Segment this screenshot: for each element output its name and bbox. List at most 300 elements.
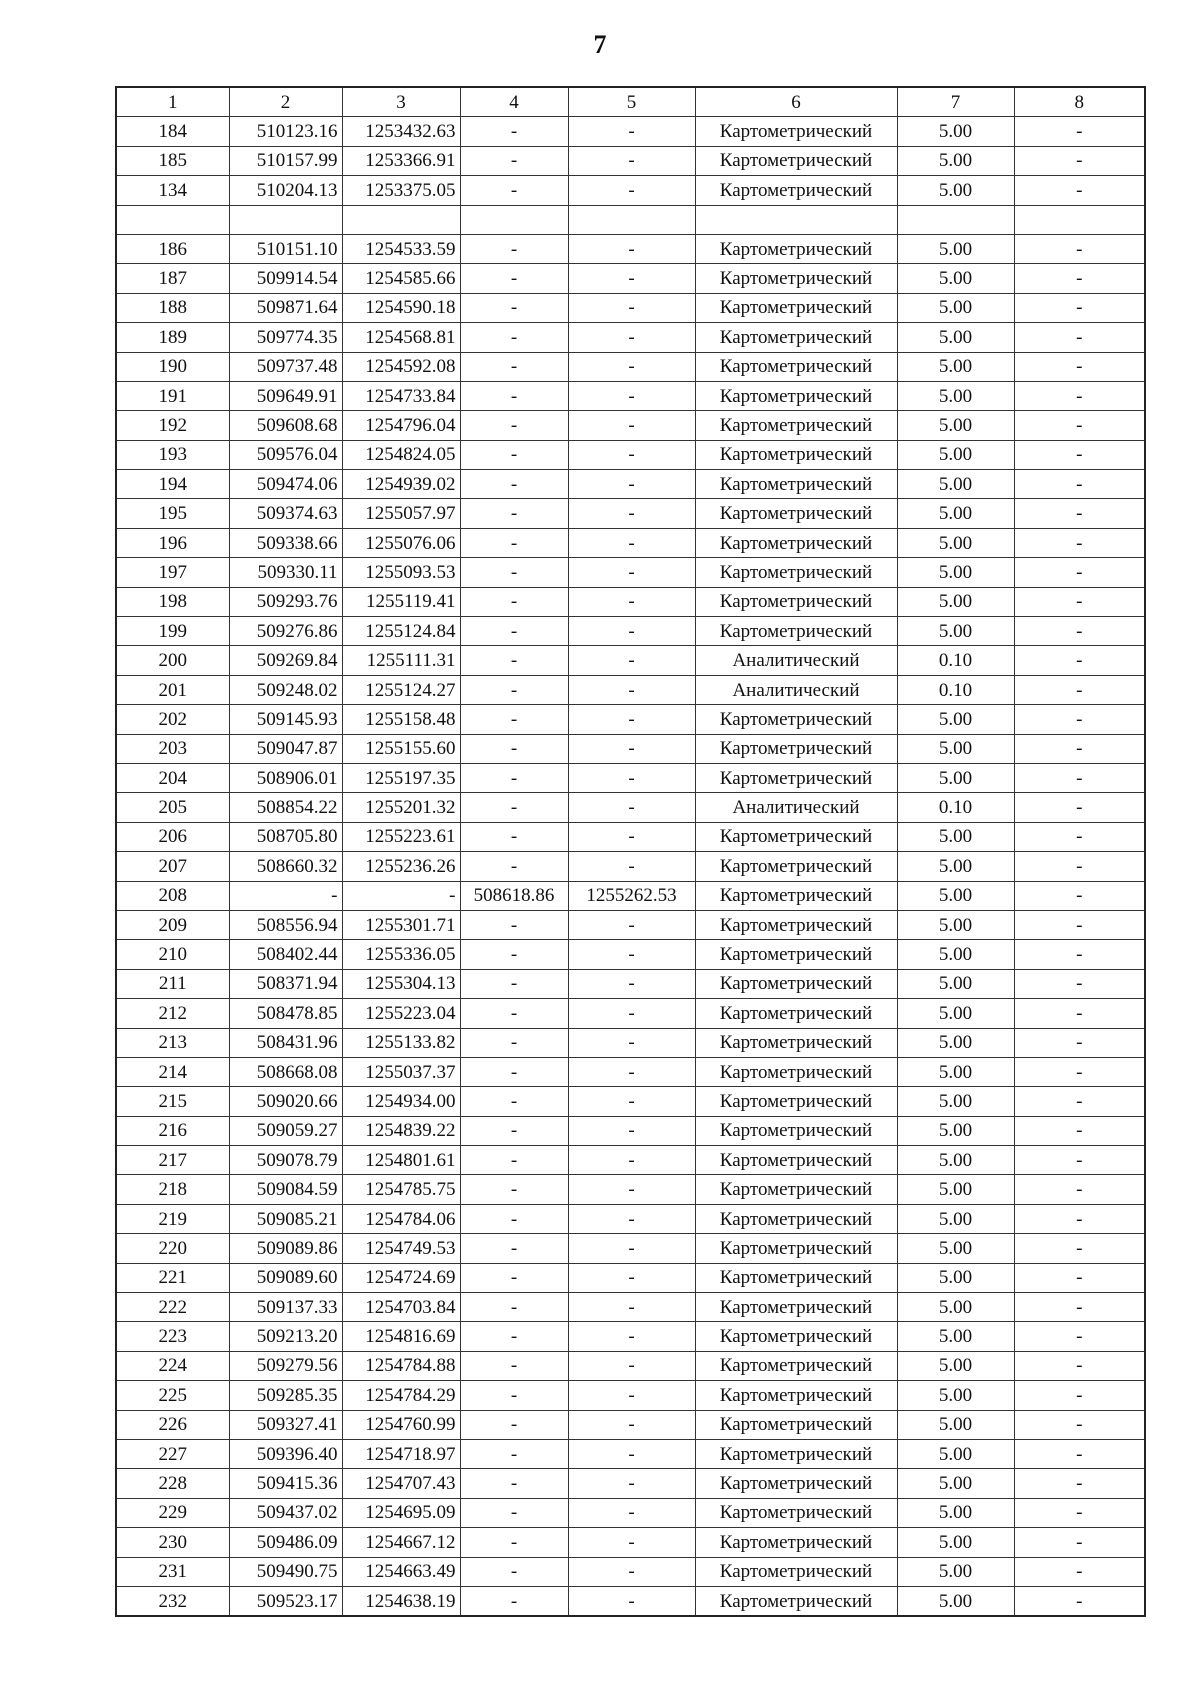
cell-x-coordinate: 509276.86 — [229, 617, 342, 646]
cell-note: - — [1014, 470, 1145, 499]
cell-point-number: 208 — [116, 881, 229, 910]
cell-y-coordinate-alt: - — [568, 1146, 695, 1175]
cell-method: Аналитический — [695, 675, 897, 704]
cell-accuracy: 5.00 — [897, 705, 1014, 734]
cell-note: - — [1014, 1381, 1145, 1410]
cell-accuracy: 5.00 — [897, 1204, 1014, 1233]
cell-x-coordinate-alt: - — [460, 1498, 568, 1527]
cell-y-coordinate: 1255301.71 — [342, 910, 460, 939]
cell-note: - — [1014, 440, 1145, 469]
cell-method: Картометрический — [695, 440, 897, 469]
cell-y-coordinate-alt: 1255262.53 — [568, 881, 695, 910]
cell-method: Картометрический — [695, 1028, 897, 1057]
cell-note: - — [1014, 763, 1145, 792]
cell-x-coordinate-alt: - — [460, 117, 568, 146]
cell-accuracy: 5.00 — [897, 470, 1014, 499]
cell-accuracy: 5.00 — [897, 1351, 1014, 1380]
cell-note: - — [1014, 264, 1145, 293]
cell-x-coordinate-alt: - — [460, 646, 568, 675]
cell-point-number: 192 — [116, 411, 229, 440]
cell-point-number: 230 — [116, 1528, 229, 1557]
cell-y-coordinate: 1255197.35 — [342, 763, 460, 792]
cell-x-coordinate-alt: - — [460, 1528, 568, 1557]
cell-x-coordinate: 509396.40 — [229, 1439, 342, 1468]
cell-note: - — [1014, 646, 1145, 675]
cell-accuracy: 5.00 — [897, 910, 1014, 939]
cell-note: - — [1014, 1175, 1145, 1204]
cell-x-coordinate-alt: - — [460, 852, 568, 881]
cell-y-coordinate: 1255119.41 — [342, 587, 460, 616]
cell-x-coordinate-alt: - — [460, 1087, 568, 1116]
cell-accuracy: 5.00 — [897, 117, 1014, 146]
cell-y-coordinate: 1254785.75 — [342, 1175, 460, 1204]
cell-x-coordinate: 509020.66 — [229, 1087, 342, 1116]
table-row — [116, 1087, 1145, 1116]
cell-point-number: 206 — [116, 822, 229, 851]
cell-point-number: 211 — [116, 969, 229, 998]
cell-x-coordinate-alt: - — [460, 705, 568, 734]
cell-x-coordinate: 509871.64 — [229, 293, 342, 322]
cell-note: - — [1014, 1557, 1145, 1586]
cell-accuracy: 5.00 — [897, 763, 1014, 792]
cell-x-coordinate: 509914.54 — [229, 264, 342, 293]
cell-method: Картометрический — [695, 293, 897, 322]
cell-x-coordinate-alt: 508618.86 — [460, 881, 568, 910]
cell-x-coordinate: 509474.06 — [229, 470, 342, 499]
table-row — [116, 1469, 1145, 1498]
cell-y-coordinate: 1255133.82 — [342, 1028, 460, 1057]
cell-y-coordinate-alt: - — [568, 1439, 695, 1468]
cell-note: - — [1014, 1293, 1145, 1322]
cell-method: Картометрический — [695, 1116, 897, 1145]
cell-method: Картометрический — [695, 1528, 897, 1557]
cell-accuracy: 5.00 — [897, 1028, 1014, 1057]
cell-point-number — [116, 205, 229, 234]
cell-x-coordinate: 510157.99 — [229, 146, 342, 175]
cell-point-number: 214 — [116, 1057, 229, 1086]
cell-y-coordinate: 1255093.53 — [342, 558, 460, 587]
cell-x-coordinate-alt: - — [460, 1057, 568, 1086]
cell-y-coordinate-alt: - — [568, 822, 695, 851]
cell-point-number: 185 — [116, 146, 229, 175]
cell-method: Картометрический — [695, 1586, 897, 1616]
header-col-7: 7 — [897, 87, 1014, 117]
cell-accuracy: 5.00 — [897, 999, 1014, 1028]
table-row — [116, 1293, 1145, 1322]
cell-accuracy: 5.00 — [897, 1528, 1014, 1557]
cell-accuracy: 5.00 — [897, 1175, 1014, 1204]
cell-y-coordinate-alt: - — [568, 675, 695, 704]
cell-point-number: 200 — [116, 646, 229, 675]
cell-y-coordinate: 1255124.27 — [342, 675, 460, 704]
cell-y-coordinate: 1254733.84 — [342, 381, 460, 410]
table-row — [116, 117, 1145, 146]
cell-x-coordinate-alt — [460, 205, 568, 234]
cell-accuracy: 5.00 — [897, 1293, 1014, 1322]
cell-x-coordinate-alt: - — [460, 1381, 568, 1410]
cell-x-coordinate: 508854.22 — [229, 793, 342, 822]
cell-point-number: 184 — [116, 117, 229, 146]
table-row — [116, 234, 1145, 263]
header-col-1: 1 — [116, 87, 229, 117]
cell-y-coordinate: 1254707.43 — [342, 1469, 460, 1498]
cell-accuracy: 5.00 — [897, 323, 1014, 352]
cell-y-coordinate-alt: - — [568, 1557, 695, 1586]
cell-method: Картометрический — [695, 852, 897, 881]
cell-point-number: 203 — [116, 734, 229, 763]
cell-y-coordinate: 1255111.31 — [342, 646, 460, 675]
cell-y-coordinate-alt: - — [568, 587, 695, 616]
cell-point-number: 224 — [116, 1351, 229, 1380]
cell-x-coordinate-alt: - — [460, 1116, 568, 1145]
cell-note: - — [1014, 293, 1145, 322]
table-row — [116, 675, 1145, 704]
cell-x-coordinate: 509089.86 — [229, 1234, 342, 1263]
cell-y-coordinate-alt: - — [568, 440, 695, 469]
cell-method: Картометрический — [695, 1087, 897, 1116]
cell-note: - — [1014, 852, 1145, 881]
table-row — [116, 411, 1145, 440]
cell-x-coordinate-alt: - — [460, 763, 568, 792]
cell-method: Картометрический — [695, 558, 897, 587]
table-body — [116, 117, 1145, 1616]
cell-x-coordinate: 508660.32 — [229, 852, 342, 881]
header-col-4: 4 — [460, 87, 568, 117]
cell-method: Картометрический — [695, 1469, 897, 1498]
cell-note: - — [1014, 381, 1145, 410]
cell-note: - — [1014, 499, 1145, 528]
cell-accuracy: 0.10 — [897, 793, 1014, 822]
cell-method: Картометрический — [695, 1263, 897, 1292]
cell-note: - — [1014, 1351, 1145, 1380]
cell-y-coordinate-alt: - — [568, 1381, 695, 1410]
cell-y-coordinate: 1254703.84 — [342, 1293, 460, 1322]
cell-y-coordinate: 1253432.63 — [342, 117, 460, 146]
cell-y-coordinate-alt: - — [568, 793, 695, 822]
cell-x-coordinate: 509737.48 — [229, 352, 342, 381]
cell-method: Картометрический — [695, 705, 897, 734]
cell-x-coordinate: 509415.36 — [229, 1469, 342, 1498]
cell-y-coordinate-alt: - — [568, 1028, 695, 1057]
cell-y-coordinate-alt: - — [568, 117, 695, 146]
cell-x-coordinate-alt: - — [460, 470, 568, 499]
table-row — [116, 1234, 1145, 1263]
cell-x-coordinate-alt: - — [460, 969, 568, 998]
cell-accuracy: 5.00 — [897, 1469, 1014, 1498]
cell-point-number: 193 — [116, 440, 229, 469]
cell-x-coordinate-alt: - — [460, 146, 568, 175]
cell-x-coordinate: 509059.27 — [229, 1116, 342, 1145]
cell-x-coordinate-alt: - — [460, 617, 568, 646]
table-row — [116, 176, 1145, 205]
cell-y-coordinate: 1254760.99 — [342, 1410, 460, 1439]
cell-x-coordinate-alt: - — [460, 675, 568, 704]
cell-note: - — [1014, 793, 1145, 822]
table-row — [116, 587, 1145, 616]
cell-method: Картометрический — [695, 352, 897, 381]
cell-x-coordinate-alt: - — [460, 1351, 568, 1380]
cell-x-coordinate: 508402.44 — [229, 940, 342, 969]
cell-method: Картометрический — [695, 411, 897, 440]
cell-y-coordinate-alt: - — [568, 646, 695, 675]
cell-note — [1014, 205, 1145, 234]
cell-accuracy: 5.00 — [897, 264, 1014, 293]
cell-x-coordinate-alt: - — [460, 910, 568, 939]
cell-y-coordinate — [342, 205, 460, 234]
cell-y-coordinate-alt: - — [568, 470, 695, 499]
cell-y-coordinate: 1255158.48 — [342, 705, 460, 734]
cell-note: - — [1014, 1322, 1145, 1351]
cell-method: Картометрический — [695, 1439, 897, 1468]
cell-x-coordinate-alt: - — [460, 734, 568, 763]
cell-y-coordinate: 1255201.32 — [342, 793, 460, 822]
cell-accuracy: 5.00 — [897, 1381, 1014, 1410]
table-row — [116, 1116, 1145, 1145]
cell-y-coordinate-alt: - — [568, 1498, 695, 1527]
cell-y-coordinate-alt: - — [568, 528, 695, 557]
cell-method: Картометрический — [695, 1146, 897, 1175]
cell-x-coordinate — [229, 205, 342, 234]
cell-accuracy: 5.00 — [897, 411, 1014, 440]
cell-point-number: 188 — [116, 293, 229, 322]
cell-method: Картометрический — [695, 1293, 897, 1322]
cell-y-coordinate-alt: - — [568, 1116, 695, 1145]
header-col-2: 2 — [229, 87, 342, 117]
cell-x-coordinate: 509293.76 — [229, 587, 342, 616]
cell-accuracy: 5.00 — [897, 293, 1014, 322]
cell-x-coordinate-alt: - — [460, 234, 568, 263]
cell-note: - — [1014, 999, 1145, 1028]
cell-accuracy: 5.00 — [897, 822, 1014, 851]
cell-x-coordinate-alt: - — [460, 1263, 568, 1292]
cell-x-coordinate-alt: - — [460, 352, 568, 381]
cell-y-coordinate-alt: - — [568, 1204, 695, 1233]
cell-x-coordinate: 508431.96 — [229, 1028, 342, 1057]
cell-x-coordinate-alt: - — [460, 940, 568, 969]
cell-x-coordinate: 508705.80 — [229, 822, 342, 851]
cell-y-coordinate-alt — [568, 205, 695, 234]
table-row — [116, 528, 1145, 557]
header-col-5: 5 — [568, 87, 695, 117]
cell-y-coordinate: 1254749.53 — [342, 1234, 460, 1263]
cell-x-coordinate: 509084.59 — [229, 1175, 342, 1204]
cell-y-coordinate-alt: - — [568, 999, 695, 1028]
table-row — [116, 1410, 1145, 1439]
cell-y-coordinate: 1254638.19 — [342, 1586, 460, 1616]
table-row — [116, 146, 1145, 175]
cell-x-coordinate-alt: - — [460, 323, 568, 352]
cell-x-coordinate-alt: - — [460, 558, 568, 587]
cell-x-coordinate: 509085.21 — [229, 1204, 342, 1233]
cell-point-number: 207 — [116, 852, 229, 881]
cell-point-number: 195 — [116, 499, 229, 528]
cell-accuracy: 5.00 — [897, 881, 1014, 910]
cell-point-number: 227 — [116, 1439, 229, 1468]
table-row — [116, 352, 1145, 381]
cell-x-coordinate-alt: - — [460, 822, 568, 851]
cell-point-number: 186 — [116, 234, 229, 263]
cell-point-number: 209 — [116, 910, 229, 939]
cell-y-coordinate-alt: - — [568, 381, 695, 410]
cell-note: - — [1014, 705, 1145, 734]
cell-y-coordinate: 1254934.00 — [342, 1087, 460, 1116]
cell-note: - — [1014, 1116, 1145, 1145]
cell-x-coordinate-alt: - — [460, 293, 568, 322]
cell-x-coordinate: 509279.56 — [229, 1351, 342, 1380]
table-row — [116, 999, 1145, 1028]
cell-x-coordinate-alt: - — [460, 499, 568, 528]
cell-x-coordinate: 509145.93 — [229, 705, 342, 734]
cell-x-coordinate: - — [229, 881, 342, 910]
table-row — [116, 381, 1145, 410]
cell-method: Картометрический — [695, 264, 897, 293]
table-row — [116, 969, 1145, 998]
cell-point-number: 198 — [116, 587, 229, 616]
cell-x-coordinate: 510151.10 — [229, 234, 342, 263]
cell-accuracy: 5.00 — [897, 234, 1014, 263]
cell-x-coordinate: 509137.33 — [229, 1293, 342, 1322]
cell-method: Картометрический — [695, 1322, 897, 1351]
table-row — [116, 1381, 1145, 1410]
cell-y-coordinate-alt: - — [568, 1528, 695, 1557]
cell-point-number: 204 — [116, 763, 229, 792]
cell-x-coordinate: 510204.13 — [229, 176, 342, 205]
cell-x-coordinate-alt: - — [460, 381, 568, 410]
cell-accuracy: 5.00 — [897, 352, 1014, 381]
cell-method: Картометрический — [695, 1410, 897, 1439]
cell-x-coordinate-alt: - — [460, 411, 568, 440]
table-row — [116, 763, 1145, 792]
cell-accuracy: 5.00 — [897, 558, 1014, 587]
cell-y-coordinate-alt: - — [568, 558, 695, 587]
cell-x-coordinate-alt: - — [460, 587, 568, 616]
cell-y-coordinate: 1254939.02 — [342, 470, 460, 499]
table-row — [116, 205, 1145, 234]
cell-note: - — [1014, 822, 1145, 851]
cell-method: Картометрический — [695, 881, 897, 910]
cell-method: Картометрический — [695, 1057, 897, 1086]
cell-x-coordinate-alt: - — [460, 1204, 568, 1233]
cell-x-coordinate: 509774.35 — [229, 323, 342, 352]
header-col-3: 3 — [342, 87, 460, 117]
cell-method: Картометрический — [695, 117, 897, 146]
cell-point-number: 228 — [116, 1469, 229, 1498]
cell-method: Картометрический — [695, 617, 897, 646]
table-row — [116, 1528, 1145, 1557]
cell-y-coordinate: 1255155.60 — [342, 734, 460, 763]
cell-note: - — [1014, 969, 1145, 998]
cell-y-coordinate: 1254784.88 — [342, 1351, 460, 1380]
cell-method: Картометрический — [695, 176, 897, 205]
table-row — [116, 1057, 1145, 1086]
cell-x-coordinate-alt: - — [460, 1293, 568, 1322]
cell-x-coordinate-alt: - — [460, 264, 568, 293]
cell-point-number: 218 — [116, 1175, 229, 1204]
cell-y-coordinate-alt: - — [568, 234, 695, 263]
cell-point-number: 219 — [116, 1204, 229, 1233]
cell-point-number: 199 — [116, 617, 229, 646]
cell-y-coordinate: - — [342, 881, 460, 910]
cell-accuracy: 5.00 — [897, 617, 1014, 646]
cell-accuracy: 5.00 — [897, 440, 1014, 469]
cell-accuracy: 5.00 — [897, 1439, 1014, 1468]
cell-x-coordinate: 510123.16 — [229, 117, 342, 146]
table-row — [116, 1322, 1145, 1351]
cell-point-number: 194 — [116, 470, 229, 499]
cell-accuracy: 5.00 — [897, 528, 1014, 557]
coordinates-table — [115, 86, 1146, 1617]
cell-method: Картометрический — [695, 910, 897, 939]
cell-x-coordinate: 508556.94 — [229, 910, 342, 939]
cell-y-coordinate: 1254718.97 — [342, 1439, 460, 1468]
cell-accuracy: 5.00 — [897, 1498, 1014, 1527]
cell-note: - — [1014, 117, 1145, 146]
cell-x-coordinate: 509213.20 — [229, 1322, 342, 1351]
cell-y-coordinate-alt: - — [568, 705, 695, 734]
cell-accuracy: 5.00 — [897, 499, 1014, 528]
cell-method: Картометрический — [695, 1351, 897, 1380]
header-col-8: 8 — [1014, 87, 1145, 117]
cell-note: - — [1014, 528, 1145, 557]
cell-x-coordinate-alt: - — [460, 1028, 568, 1057]
cell-accuracy: 5.00 — [897, 1234, 1014, 1263]
cell-point-number: 210 — [116, 940, 229, 969]
cell-y-coordinate: 1254568.81 — [342, 323, 460, 352]
cell-accuracy: 5.00 — [897, 1557, 1014, 1586]
cell-note: - — [1014, 1263, 1145, 1292]
cell-point-number: 215 — [116, 1087, 229, 1116]
cell-method: Картометрический — [695, 234, 897, 263]
cell-y-coordinate: 1254839.22 — [342, 1116, 460, 1145]
table-row — [116, 264, 1145, 293]
cell-method: Картометрический — [695, 587, 897, 616]
table-row — [116, 1263, 1145, 1292]
cell-y-coordinate: 1254695.09 — [342, 1498, 460, 1527]
cell-x-coordinate-alt: - — [460, 1439, 568, 1468]
table-row — [116, 881, 1145, 910]
cell-x-coordinate: 509047.87 — [229, 734, 342, 763]
table-row — [116, 646, 1145, 675]
cell-x-coordinate-alt: - — [460, 1175, 568, 1204]
cell-method: Аналитический — [695, 646, 897, 675]
cell-note: - — [1014, 587, 1145, 616]
table-header — [116, 87, 1145, 117]
cell-note: - — [1014, 234, 1145, 263]
cell-method: Картометрический — [695, 999, 897, 1028]
table-row — [116, 910, 1145, 939]
cell-note: - — [1014, 1410, 1145, 1439]
cell-accuracy: 0.10 — [897, 646, 1014, 675]
cell-y-coordinate-alt: - — [568, 1469, 695, 1498]
cell-x-coordinate-alt: - — [460, 528, 568, 557]
cell-note: - — [1014, 910, 1145, 939]
cell-point-number: 226 — [116, 1410, 229, 1439]
cell-y-coordinate: 1255124.84 — [342, 617, 460, 646]
cell-method: Картометрический — [695, 146, 897, 175]
cell-x-coordinate: 508668.08 — [229, 1057, 342, 1086]
cell-x-coordinate: 509078.79 — [229, 1146, 342, 1175]
cell-accuracy: 5.00 — [897, 1410, 1014, 1439]
cell-y-coordinate: 1255076.06 — [342, 528, 460, 557]
table-row — [116, 1204, 1145, 1233]
cell-x-coordinate-alt: - — [460, 176, 568, 205]
cell-point-number: 220 — [116, 1234, 229, 1263]
cell-note: - — [1014, 1498, 1145, 1527]
cell-y-coordinate-alt: - — [568, 763, 695, 792]
cell-y-coordinate: 1254801.61 — [342, 1146, 460, 1175]
cell-x-coordinate: 509490.75 — [229, 1557, 342, 1586]
cell-point-number: 231 — [116, 1557, 229, 1586]
